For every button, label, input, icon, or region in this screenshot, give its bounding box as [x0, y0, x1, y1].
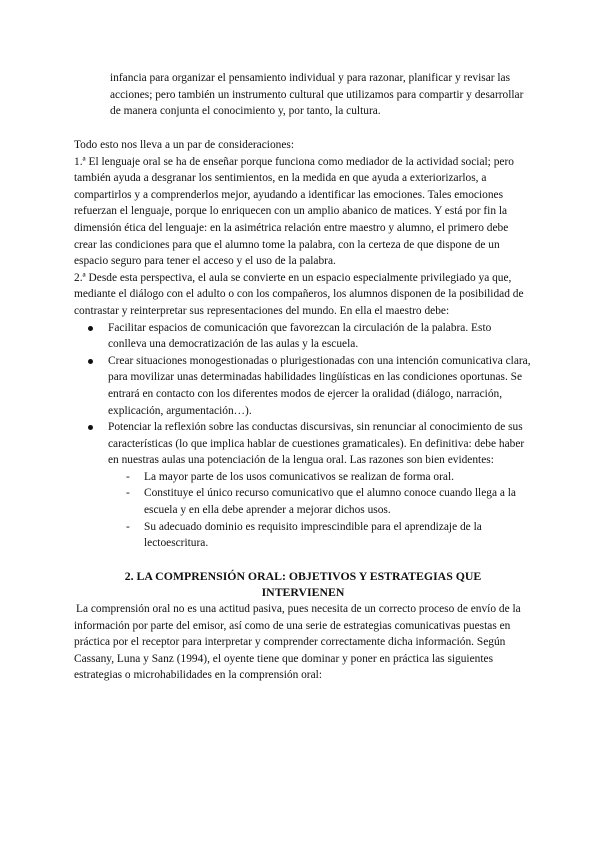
body-block	[74, 137, 532, 684]
sub-item-text: La mayor parte de los usos comunicativos se realizan de forma oral.	[144, 470, 454, 483]
sub-item	[108, 485, 532, 518]
dash-mark: -	[126, 487, 130, 500]
bullet-dot-icon	[88, 425, 93, 430]
bullet-item	[74, 419, 532, 552]
consideration-2: 2.ª Desde esta perspectiva, el aula se convierte en un espacio especialmente privilegiado ya que, mediante el diálogo con el adulto o con los compañeros, los alumnos disponen de la posibilidad de contrastar y reinterpretar sus representaciones del mundo. En ella el maestro debe:	[74, 271, 524, 317]
section-heading: 2. LA COMPRENSIÓN ORAL: OBJETIVOS Y ESTRATEGIAS QUE INTERVIENEN	[124, 568, 482, 600]
sub-item	[108, 519, 532, 552]
bullet-list	[74, 320, 532, 552]
sub-item	[108, 469, 532, 486]
dash-mark: -	[126, 520, 130, 533]
intro-block	[110, 70, 530, 120]
section-paragraph: La comprensión oral no es una actitud pasiva, pues necesita de un correcto proceso de envío de la información por parte del emisor, así como de una serie de estrategias comunicativas puestas en práctica por el receptor para interpretar y comprender correctamente dicha información. Según Cassany, Luna y Sanz (1994), el oyente tiene que dominar y poner en práctica las siguientes estrategias o microhabilidades en la comprensión oral:	[74, 603, 521, 682]
considerations-lead: Todo esto nos lleva a un par de consideraciones:	[74, 139, 294, 151]
consideration-1: 1.ª El lenguaje oral se ha de enseñar porque funciona como mediador de la actividad social; pero también ayuda a desgranar los sentimientos, en la medida en que ayuda a exteriorizarlos, a compartirlos y a comprenderlos mejor, ayudando a identificar las emociones. Tales emociones refuerzan el lenguaje, porque lo enriquecen con un amplio abanico de matices. Y está por fin la dimensión ética del lenguaje: en la asimétrica relación entre maestro y alumno, el primero debe crear las condiciones para que el alumno tome la palabra, con la certeza de que dispone de un espacio seguro para tener el acceso y el uso de la palabra.	[74, 155, 514, 268]
bullet-item	[74, 353, 532, 419]
bullet-text: Potenciar la reflexión sobre las conductas discursivas, sin renunciar al conocimiento de sus características (lo que implica hablar de cuestiones gramaticales). En definitiva: debe haber en nuestras aulas una potenciación de la lengua oral. Las razones son bien evidentes:	[108, 421, 525, 467]
dash-mark: -	[126, 470, 130, 483]
bullet-item	[74, 320, 532, 353]
intro-paragraph: infancia para organizar el pensamiento individual y para razonar, planificar y revisar las acciones; pero también un instrumento cultural que utilizamos para compartir y desarrollar de manera conjunta el conocimiento y, por tanto, la cultura.	[110, 72, 524, 118]
sub-list	[108, 469, 532, 552]
sub-item-text: Su adecuado dominio es requisito imprescindible para el aprendizaje de la lectoescritura.	[144, 520, 482, 550]
bullet-dot-icon	[88, 326, 93, 331]
bullet-text: Crear situaciones monogestionadas o plurigestionadas con una intención comunicativa clara, para movilizar unas determinadas habilidades lingüísticas en las condiciones oportunas. Se entrará en contacto con los diferentes modos de ejercer la oralidad (diálogo, narración, explicación, argumentación…).	[108, 354, 531, 417]
sub-item-text: Constituye el único recurso comunicativo que el alumno conoce cuando llega a la escuela y en ella debe aprender a mejorar dichos usos.	[144, 487, 516, 517]
bullet-text: Facilitar espacios de comunicación que favorezcan la circulación de la palabra. Esto conlleva una democratización de las aulas y la escuela.	[108, 321, 492, 351]
bullet-dot-icon	[88, 359, 93, 364]
